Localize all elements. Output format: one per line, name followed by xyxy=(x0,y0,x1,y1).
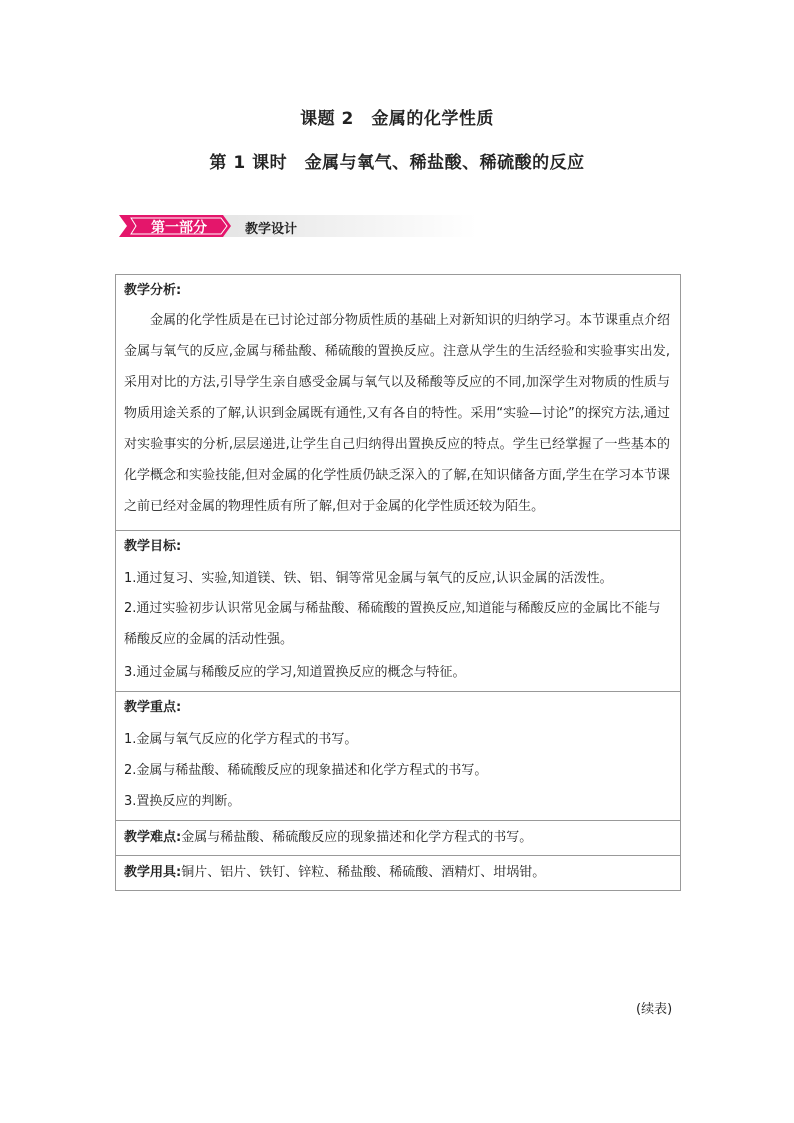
key-point-item: 3.置换反应的判断。 xyxy=(124,794,241,809)
difficulty-heading: 教学难点: xyxy=(124,830,182,845)
objective-item: 2.通过实验初步认识常见金属与稀盐酸、稀硫酸的置换反应,知道能与稀酸反应的金属比不能与稀酸反应的金属的活动性强。 xyxy=(124,601,661,647)
key-points-heading: 教学重点: xyxy=(124,700,182,715)
lesson-design-table xyxy=(115,274,681,891)
key-points-cell xyxy=(116,692,681,821)
objectives-row xyxy=(116,531,681,692)
tools-heading: 教学用具: xyxy=(124,865,182,880)
key-point-item: 2.金属与稀盐酸、稀硫酸反应的现象描述和化学方程式的书写。 xyxy=(124,763,488,778)
objectives-cell xyxy=(116,531,681,692)
tools-text: 铜片、铝片、铁钉、锌粒、稀盐酸、稀硫酸、酒精灯、坩埚钳。 xyxy=(181,865,546,880)
tools-cell xyxy=(116,856,681,891)
analysis-row xyxy=(116,275,681,531)
objectives-heading: 教学目标: xyxy=(124,539,182,554)
analysis-cell xyxy=(116,275,681,531)
key-points-row xyxy=(116,692,681,821)
tools-row xyxy=(116,856,681,891)
topic-title: 课题 2 金属的化学性质 xyxy=(300,109,494,129)
objective-item: 1.通过复习、实验,知道镁、铁、铝、铜等常见金属与氧气的反应,认识金属的活泼性。 xyxy=(124,571,613,586)
section-tag: 第一部分 xyxy=(151,220,207,236)
difficulty-cell xyxy=(116,821,681,856)
analysis-heading: 教学分析: xyxy=(124,283,182,298)
analysis-text: 金属的化学性质是在已讨论过部分物质性质的基础上对新知识的归纳学习。本节课重点介绍金属与氧气的反应,金属与稀盐酸、稀硫酸的置换反应。注意从学生的生活经验和实验事实出发,采用对比的方法,引导学生亲自感受金属与氧气以及稀酸等反应的不同,加深学生对物质的性质与物质用途关系的了解,认识到金属既有通性,又有各自的特性。采用“实验—讨论”的探究方法,通过对实验事实的分析,层层递进,让学生自己归纳得出置换反应的特点。学生已经掌握了一些基本的化学概念和实验技能,但对金属的化学性质仍缺乏深入的了解,在知识储备方面,学生在学习本节课之前已经对金属的物理性质有所了解,但对于金属的化学性质还较为陌生。 xyxy=(124,313,671,514)
lesson-title: 第 1 课时 金属与氧气、稀盐酸、稀硫酸的反应 xyxy=(209,153,585,173)
section-banner xyxy=(119,211,479,241)
section-label: 教学设计 xyxy=(245,222,298,237)
difficulty-text: 金属与稀盐酸、稀硫酸反应的现象描述和化学方程式的书写。 xyxy=(181,830,533,845)
continued-note: (续表) xyxy=(636,1002,673,1017)
objective-item: 3.通过金属与稀酸反应的学习,知道置换反应的概念与特征。 xyxy=(124,665,466,680)
difficulty-row xyxy=(116,821,681,856)
key-point-item: 1.金属与氧气反应的化学方程式的书写。 xyxy=(124,732,358,747)
